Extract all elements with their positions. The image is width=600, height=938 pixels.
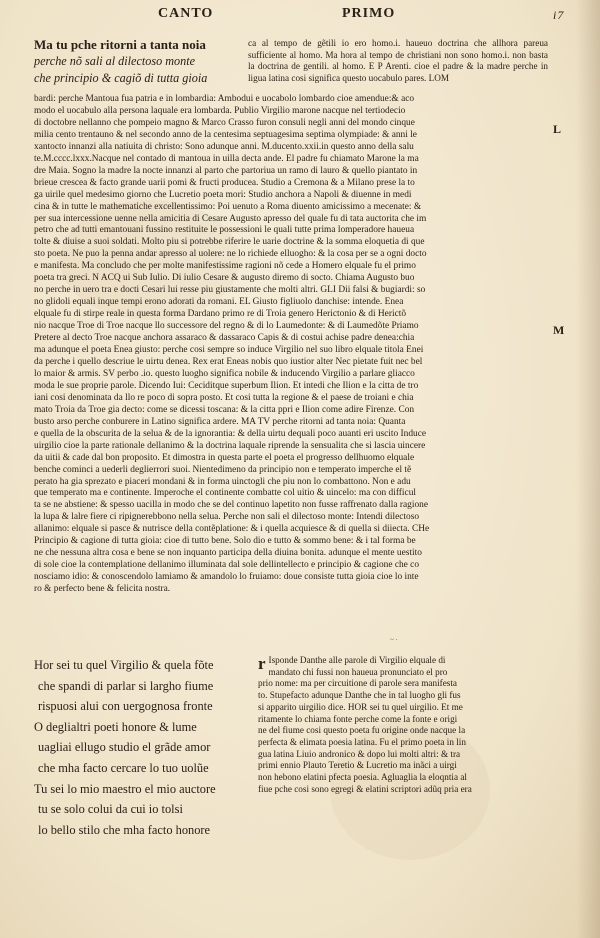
commentary-line: da perche i quello descriue le uirtu denea. Rex erat Eneas nobis quo iustior alter Nec pietate fuit nec bel [34,356,423,367]
commentary-line: perato ha gia sprezato e piaceri mondani & in forma uinctogli che piu non lo combattono. Non e adu [34,476,411,487]
gloss-line: ritamente lo chiama fonte perche come la fonte e origi [258,713,458,724]
gloss-line: primi ennio Plauto Teretio & Lucretio ma inãci a uirgi [258,760,457,771]
commentary-line: milia cento trentauno & nel secondo anno de la centesima septuagesima septima olympiade: & anni le [34,129,417,140]
commentary-line: ro & perfecto bene & felicita nostra. [34,584,171,595]
commentary-line: allanimo: elquale si pasce & nutrisce della contẽplatione: & i quella acquiesce & di quella si diiecta. CHe [34,524,430,535]
commentary-line: ne che nessuna altra cosa e bene se non inquanto participa della diuina bonita. adunque el mente uestito [34,548,422,559]
commentary-line: nio nacque Troe di Troe nacque llo successore del regno & di lo Laumedonte: & di Laumedõte Priamo [34,321,419,332]
commentary-line: Principio & cagione di tutta gioia: cioe di tutto bene. Solo dio e tutto & sommo bene: & i tal forma be [34,536,416,547]
gloss-line: non hebono elatini pfecta poesia. Agluaglia la eloqntia al [258,772,467,783]
commentary-line: moda le sue proprie parole. Dicendo Iui: Ceciditque superbum Ilion. Et intedi che Ilion e la citta de tro [34,380,419,391]
gloss-line: si apparito uirgilio dice. HOR sei tu quel uirgilio. Et me [258,701,463,712]
commentary-line: petro che ad tutti emantouani fussino restituite le possessioni le quali tutte prima lomperadore haueua [34,225,415,236]
commentary-line: tolte & diuise a suoi soldati. Molto piu si potrebbe riferire le uarie doctrine & la somma eloquetia di que [34,237,425,248]
commentary-line: e quella de la obscurita de la selua & de la ignorantia: & della uirtu dequali poco auanti eri uscito Induce [34,428,427,439]
commentary-line: benche cominci a uederli deglierrori suoi. Nientedimeno da principio non e temperato imperche el tẽ [34,464,412,475]
commentary-line: di doctobre nellanno che pompeio magno & Marco Crasso furon consuli negli anni del mondo cinque [34,117,415,128]
gloss-line: ne del fiume cosi questo poeta fu origine onde nacque la [258,725,466,736]
margin-letter-l: L [553,122,562,136]
verse-line: O deglialtri poeti honore & lume [34,719,197,734]
gloss-line: to. Stupefacto adunque Danthe che in tal luogho gli fus [258,690,461,701]
commentary-line: per sua intercessione uenne nella amicitia di Cesare Augusto apresso del quale fu di tata auctorita che im [34,213,427,224]
verse-line: che principio & cagiõ di tutta gioia [34,71,208,85]
running-head-canto: CANTO [158,6,214,21]
commentary-line: mato Troia da Troe gia decto: come se dicessi toscana: & la citta ppri e Ilion come adire Firenze. Con [34,404,415,415]
verse-line: Ma tu pche ritorni a tanta noia [34,37,206,52]
gloss-line: mandato chi fussi non haueua pronunciato el pro [268,666,448,677]
verse-line: tu se solo colui da cui io tolsi [38,802,183,817]
commentary-line: modo el uocabulo alla persona laquale era lombarda. Publio Virgilio marone nacque nel tertiodecio [34,105,406,116]
initial-letter: r [258,654,266,673]
commentary-line: da uitii & cade dal bon proposito. Et dimostra in questa parte el poeta el progresso dellhuomo elquale [34,452,415,463]
verse-line: lo bello stilo che mha facto honore [38,822,211,837]
verse-block-top [34,36,239,87]
gloss-bottom [258,655,550,795]
commentary-line: elquale fu di stirpe reale in questa forma Dardano primo re di Troia genero Herictonio & di Herictõ [34,309,407,320]
commentary-line: lo maior & armis. SV perbo .io. questo luogho significa nobile & inducendo Virgilio a parlare gliacco [34,368,415,379]
commentary-line: di sole cioe la contemplatione dellanimo illuminata dal sole dellintellecto e principio & cagione che co [34,560,420,571]
gloss-line: perfecta & elimata poesia latina. Fu el primo poeta in lin [258,736,466,747]
commentary-line: ta se ne abstiene: & spesso uacilla in modo che se del continuo lapetito non fusse raffrenato dalla ragione [34,500,428,511]
commentary-line: cina & in tutte le mathematiche excellentissimo: Poi uenuto a Roma diuento amicissimo a mecenate: & [34,201,422,212]
page-edge-shadow [576,0,600,938]
commentary-line: dre Maia. Sogno la madre la nocte innanzi al parto che partoriua un ramo di lauro & quello piantato in [34,165,418,176]
commentary-line: no perche in uero tra e docti Cesari lui resse piu giustamente che molti altri. GLI Dii falsi & bugiardi: so [34,285,426,296]
commentary-line: la lupa & lalre fiere ci ripignerebbono nella selua. Perche non sali el dilectoso monte: Intendi dilectoso [34,512,420,523]
verse-line: uagliai ellugo studio el grãde amor [38,740,211,755]
commentary-line: ga uirile quel medesimo giorno che Lucretio poeta mori: Studio anchora a Napoli & diuenne in medi [34,189,412,200]
commentary-line: e manifesta. Ma concludo che per molte manifestissime ragioni nõ cede a Homero elquale fu el primo [34,261,416,272]
verse-line: che spandi di parlar si largho fiume [38,678,214,693]
verse-block-bottom [34,655,249,840]
commentary-line: que temperato ma e continente. Imperoche el continente combatte col uitio & uincelo: ma con difficul [34,488,416,499]
commentary-line: iani cosi denominata da llo re poco di sopra posto. Et cosi tutta la regione & el paese de troiani e chia [34,392,414,403]
commentary-line: bardi: perche Mantoua fua patria e in lombardia: Ambodui e uocabolo lombardo cioe amendue:& aco [34,94,415,104]
commentary-line: uirgilio cioe la parte rationale dellanimo & la doctrina laquale riprende la sensualita che si lascia uincere [34,440,426,451]
commentary-block [34,94,546,596]
commentary-line: te.M.cccc.lxxx.Nacque nel contado di mantoua in uilla decta ande. El padre fu chiamato Marone la ma [34,153,419,164]
gloss-line: Isponde Danthe alle parole di Virgilio elquale di [268,655,446,665]
commentary-line: nosciamo idio: & conoscendolo lamiamo & amandolo lo fruiamo: doue consiste tutta gioia cioe lo inte [34,572,419,583]
margin-letter-m: M [553,323,565,337]
verse-line: Tu sei lo mio maestro el mio auctore [34,781,216,796]
commentary-line: no glidoli equali inque tempi erono adorati da romani. EL Giusto figliuolo danchise: intende. Enea [34,297,404,308]
commentary-line: xantocto innanzi alla natiuita di christo: Sono adunque anni. M.ducento.xxii.in questo anno della salu [34,141,414,152]
verse-line: che mha facto cercare lo tuo uolũe [38,760,209,775]
gloss-line: prio nome: ma per circuitione di parole sera manifesta [258,678,457,689]
running-head-primo: PRIMO [342,6,396,21]
verse-line: rispuosi alui con uergognosa fronte [38,699,213,714]
commentary-line: brieue crescea & facto grande uarii pomi & fructi producea. Studio a Cremona & a Milano prese la to [34,177,415,188]
folio-number: i7 [553,8,565,22]
verse-line: perche nõ sali al dilectoso monte [34,54,196,68]
commentary-line: Pretere al decto Troe nacque anchora assaraco & dassaraco Capis & di costui achise padre denea:chia [34,333,415,344]
commentary-line: busto arso perche conburere in Latino significa ardere. MA TV perche ritorni ad tanta noia: Quanta [34,416,406,427]
commentary-line: poeta tra greci. N ACQ ui Sub Iulio. Di iulio Cesare & augusto diremo di socto. Chiama Augusto buo [34,273,415,284]
commentary-line: ma adunque el poeta Enea giusto: perche cosi sempre so induce Virgilio nel suo libro elquale titola Enei [34,345,424,356]
gloss-line: gua latina Liuio andronico & dopo lui molti altri: & tra [258,748,461,759]
verse-line: Hor sei tu quel Virgilio & quela fõte [34,658,214,672]
commentary-line: sto poeta. Ne puo la penna andar apresso al uolere: ne lo richiede elluogho: & la cosa per se a ogni docto [34,249,427,260]
gloss-top: ca al tempo de gẽtili io ero homo.i. haueuo doctrina che allhora pareua sufficiente al homo. Ma hora al tempo de christiani non sono homo.i. non basta la doctrina de gentili. al homo. E P Arenti. cioe el padre & la madre perche in ligua latina cosi significa questo uocabulo pares. LOM [248,38,548,83]
gloss-line: fiue pche cosi sono egregi & elatini scriptori adũq pria era [258,783,472,794]
printer-mark: ~ · [390,636,398,644]
